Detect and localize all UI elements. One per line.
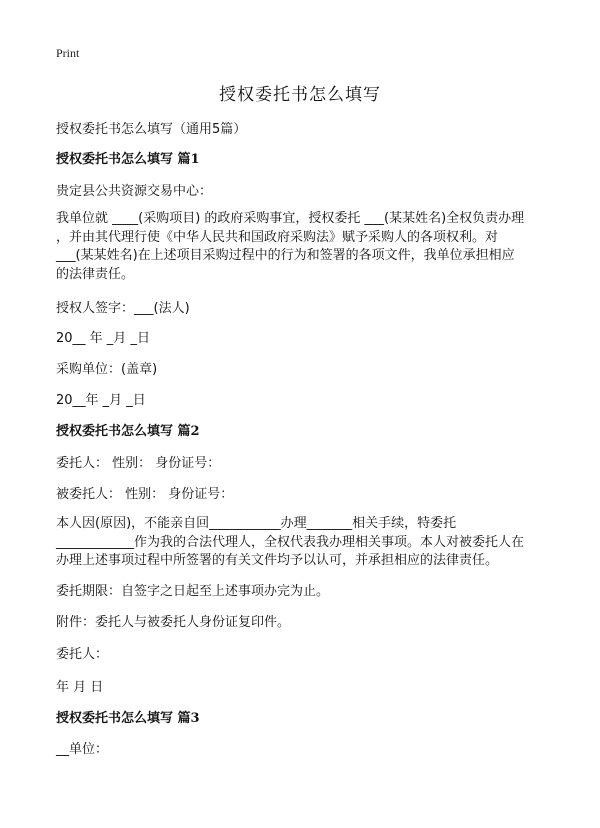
body-line: 本人因(原因)，不能亲自回___________办理_______相关手续，特委托	[56, 516, 457, 531]
document-title: 授权委托书怎么填写	[219, 85, 381, 105]
section-heading-1: 授权委托书怎么填写 篇1	[56, 152, 200, 167]
agent-line: 被委托人： 性别： 身份证号：	[56, 487, 234, 502]
body-line: ，并由其代理行使《中华人民共和国政府采购法》赋予采购人的各项权利。对	[56, 229, 499, 245]
date-line: 年 月 日	[56, 680, 104, 695]
purchasing-unit-line: 采购单位：(盖章)	[56, 362, 158, 377]
section-heading-3: 授权委托书怎么填写 篇3	[56, 711, 200, 726]
print-label[interactable]: Print	[56, 46, 80, 60]
date-line: 20__ 年 _月 _日	[56, 331, 150, 346]
section1-body	[56, 210, 556, 284]
body-line: 办理上述事项过程中所签署的有关文件均予以认可，并承担相应的法律责任。	[56, 553, 499, 568]
body-line: 我单位就 ____(采购项目) 的政府采购事宜，授权委托 ___(某某姓名)全权负责办理	[56, 211, 525, 226]
body-line: 的法律责任。	[56, 266, 135, 282]
document-subtitle: 授权委托书怎么填写（通用5篇）	[56, 122, 247, 137]
body-line: ___(某某姓名)在上述项目采购过程中的行为和签署的各项文件，我单位承担相应	[56, 248, 515, 263]
term-line: 委托期限：自签字之日起至上述事项办完为止。	[56, 584, 330, 599]
attachment-line: 附件：委托人与被委托人身份证复印件。	[56, 615, 291, 630]
principal-line: 委托人： 性别： 身份证号：	[56, 456, 221, 471]
unit-line: __单位：	[56, 742, 109, 757]
body-line: ____________作为我的合法代理人，全权代表我办理相关事项。本人对被委托人在	[56, 534, 525, 550]
date-line: 20__年 _月 _日	[56, 393, 146, 408]
signature-line: 授权人签字：___(法人)	[56, 301, 190, 316]
principal-sign-line: 委托人：	[56, 647, 109, 662]
section2-body	[56, 515, 556, 571]
recipient-line: 贵定县公共资源交易中心：	[56, 184, 213, 199]
section-heading-2: 授权委托书怎么填写 篇2	[56, 424, 200, 439]
